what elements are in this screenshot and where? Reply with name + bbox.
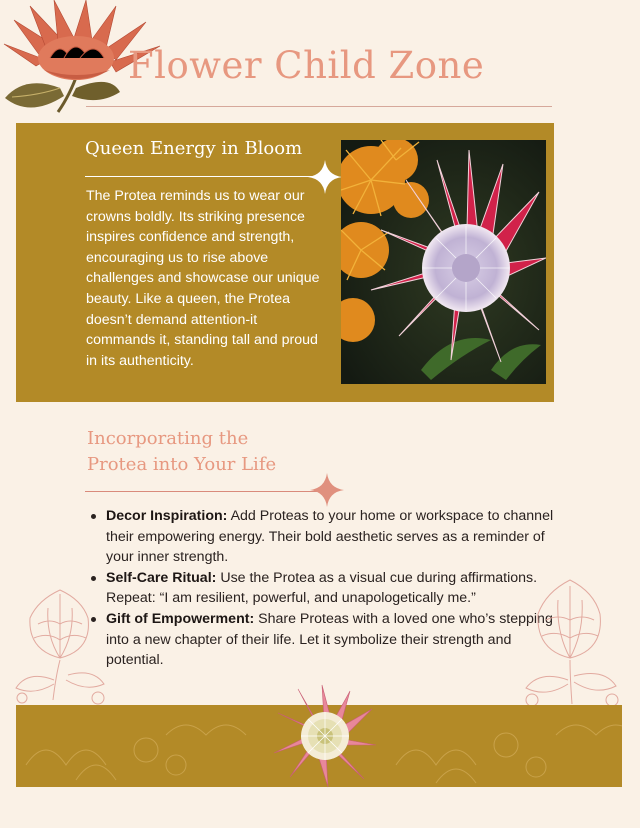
title-divider <box>86 106 552 107</box>
list-item-text: Add Proteas to your home or workspace to channel their empowering energy. Their bold aesthetic serves as a reminder of your inner strength. <box>106 508 554 566</box>
list-item-label: Self-Care Ritual: <box>106 569 217 586</box>
pink-protea-icon <box>272 683 378 789</box>
section-heading-divider <box>85 491 321 492</box>
list-item-label: Decor Inspiration: <box>106 508 228 524</box>
protea-photo <box>341 140 546 384</box>
sparkle-icon <box>310 473 344 507</box>
list-item-text: Use the Protea as a visual cue during affirmations. Repeat: “I am resilient, powerful, and unapologetically me.” <box>106 569 538 607</box>
list-item-text: Share Proteas with a loved one who’s stepping into a new chapter of their life. Let it symbolize their strength and potential. <box>106 610 553 669</box>
page-title: Flower Child Zone <box>128 44 485 87</box>
protea-outline-icon <box>512 572 627 707</box>
intro-heading: Queen Energy in Bloom <box>85 138 303 159</box>
intro-paragraph: The Protea reminds us to wear our crowns boldly. Its striking presence inspires confidence and strength, encouraging us to rise above challenges and showcase our unique beauty. Like a queen, the Protea doesn’t demand attention-it commands it, standing tall and proud in its authenticity. <box>86 188 320 369</box>
section-heading <box>87 426 276 478</box>
intro-heading-divider <box>85 176 321 177</box>
protea-outline-icon <box>8 580 118 705</box>
list-item <box>106 568 556 609</box>
list-item <box>106 609 556 671</box>
list-item-label: Gift of Empowerment: <box>106 610 255 627</box>
section-heading-line-2: Protea into Your Life <box>87 454 277 475</box>
list-item <box>106 506 556 568</box>
section-heading-line-1: Incorporating the <box>87 428 249 449</box>
tips-list <box>106 506 556 671</box>
